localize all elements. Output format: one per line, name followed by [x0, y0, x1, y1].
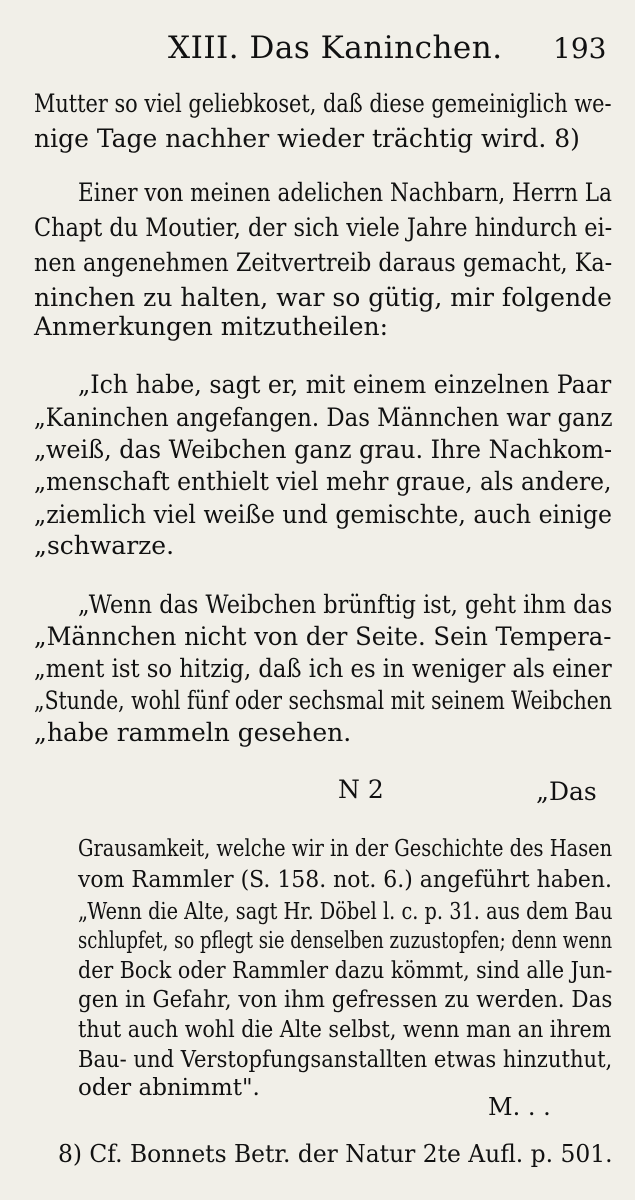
page-number: 193 — [553, 32, 607, 65]
note-line: schlupfet, so pflegt sie denselben zuzustopfen; denn wenn — [78, 928, 613, 954]
text-line: Anmerkungen mitzutheilen: — [34, 312, 389, 341]
text-line: „ziemlich viel weiße und gemischte, auch einige — [34, 500, 612, 529]
text-line: Chapt du Moutier, der sich viele Jahre hindurch ei- — [34, 213, 613, 242]
catchword: „Das — [536, 777, 597, 806]
text-line: „ment ist so hitzig, daß ich es in weniger als einer — [34, 654, 612, 683]
text-line: nen angenehmen Zeitvertreib daraus gemacht, Ka- — [34, 248, 613, 277]
page-header — [0, 30, 635, 80]
note-line: Bau- und Verstopfungsanstallten etwas hinzuthut, — [78, 1047, 613, 1073]
note-line: vom Rammler (S. 158. not. 6.) angeführt haben. — [78, 867, 613, 893]
text-line: „Stunde, wohl fünf oder sechsmal mit seinem Weibchen — [34, 686, 613, 715]
text-line: nige Tage nachher wieder trächtig wird. 8) — [34, 124, 580, 153]
note-line: gen in Gefahr, von ihm gefressen zu werden. Das — [78, 987, 613, 1013]
note-line: oder abnimmt". — [78, 1075, 260, 1101]
note-line: „Wenn die Alte, sagt Hr. Döbel l. c. p. 31. aus dem Bau — [78, 899, 613, 925]
text-line: „schwarze. — [34, 531, 175, 560]
note-line: der Bock oder Rammler dazu kömmt, sind alle Jun- — [78, 958, 613, 984]
signature-mark: N 2 — [338, 775, 384, 804]
continuation-marker: M. . . — [488, 1093, 551, 1121]
text-line: „Ich habe, sagt er, mit einem einzelnen Paar — [78, 370, 612, 399]
text-line: „habe rammeln gesehen. — [34, 718, 352, 747]
text-line: „Wenn das Weibchen brünftig ist, geht ihm das — [78, 590, 613, 619]
running-head: XIII. Das Kaninchen. — [168, 30, 503, 66]
text-line: Einer von meinen adelichen Nachbarn, Herrn La — [78, 178, 612, 207]
text-line: ninchen zu halten, war so gütig, mir folgende — [34, 283, 612, 312]
text-line: Mutter so viel geliebkoset, daß diese gemeiniglich we- — [34, 89, 612, 118]
text-line: „Männchen nicht von der Seite. Sein Tempera- — [34, 622, 612, 651]
footnote: 8) Cf. Bonnets Betr. der Natur 2te Aufl. p. 501. — [58, 1140, 613, 1168]
text-line: „Kaninchen angefangen. Das Männchen war ganz — [34, 403, 613, 432]
note-line: Grausamkeit, welche wir in der Geschichte des Hasen — [78, 836, 613, 862]
note-line: thut auch wohl die Alte selbst, wenn man an ihrem — [78, 1017, 612, 1043]
text-line: „menschaft enthielt viel mehr graue, als andere, — [34, 467, 612, 496]
text-line: „weiß, das Weibchen ganz grau. Ihre Nachkom- — [34, 435, 613, 464]
